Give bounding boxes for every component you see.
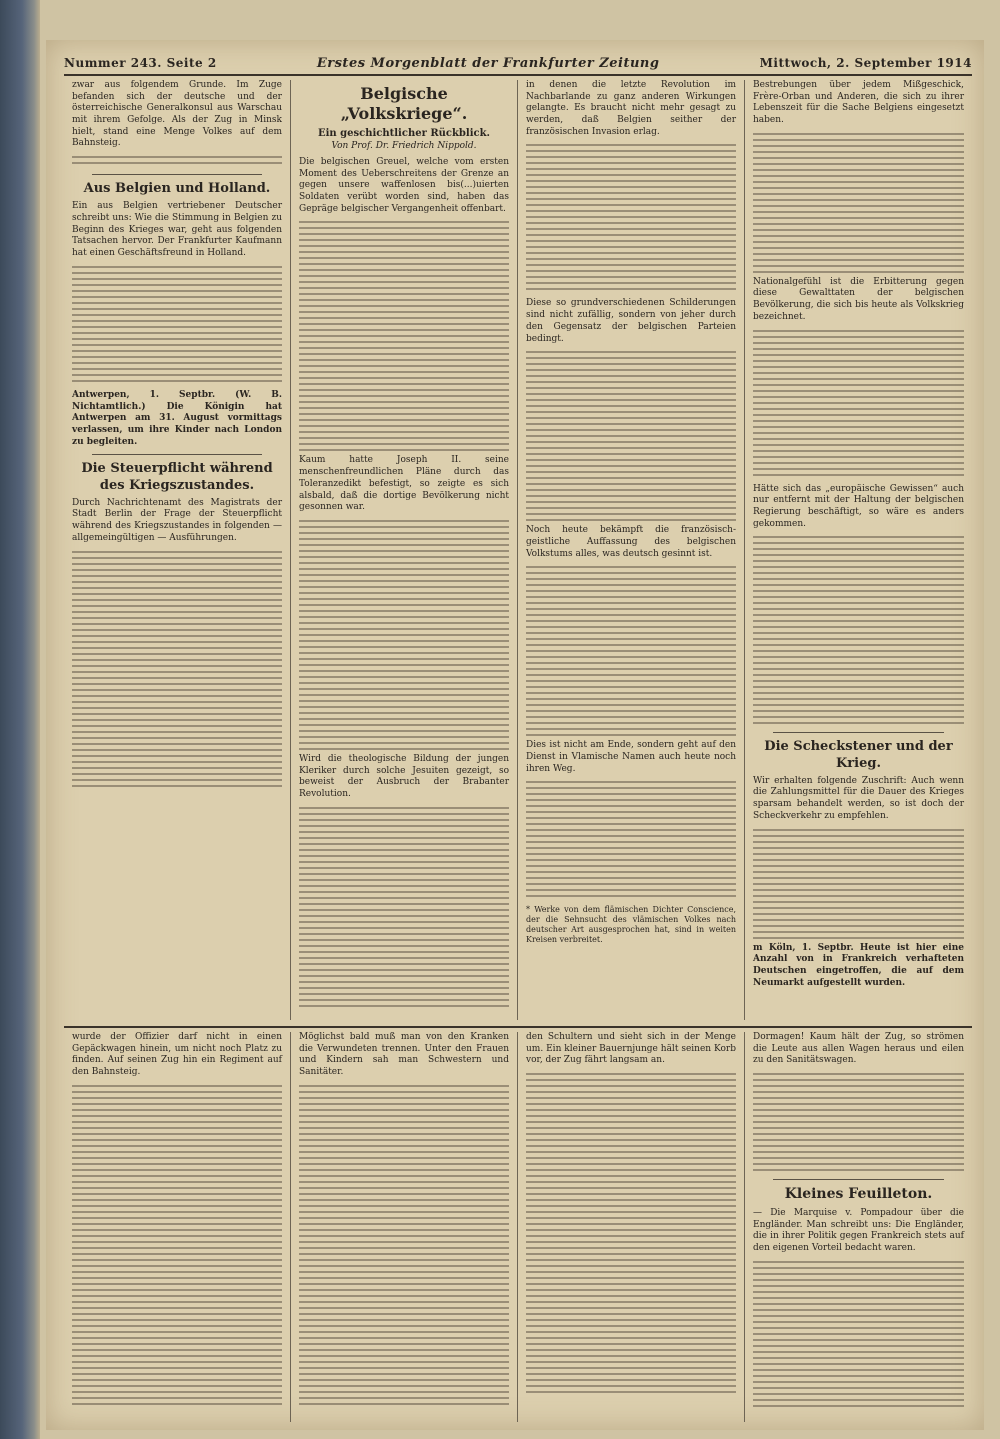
article-text: Ein aus Belgien vertriebener Deutscher schreibt uns: Wie die Stimmung in Belgien zu Beginn des Krieges war, geht aus folgenden Tatsachen hervor. Der Frankfurter Kaufmann hat einen Geschäftsfreund in Holland. (72, 201, 282, 259)
feuilleton-heading: Kleines Feuilleton. (784, 1186, 933, 1203)
column-2 (291, 80, 518, 1020)
text-block (526, 351, 736, 521)
article-text: — Die Marquise v. Pompadour über die Engländer. Man schreibt uns: Die Engländer, die in ihrer Politik gegen Frankreich stets auf den eigenen Vorteil bedacht waren. (753, 1208, 964, 1254)
text-block (299, 807, 509, 1007)
subtitle: Ein geschichtlicher Rückblick. (317, 128, 491, 139)
text-block (753, 829, 964, 939)
lower-column-4 (745, 1032, 972, 1422)
text-block (526, 144, 736, 294)
text-block (753, 330, 964, 480)
article-text: Nationalgefühl ist die Erbitterung gegen diese Gewalttaten der belgischen Bevölkerung, die sich bis heute als Volkskrieg bezeichnet. (753, 276, 964, 322)
article-text: Noch heute bekämpft die französisch-geistliche Auffassung des belgischen Volkstums alles, was deutsch gesinnt ist. (526, 525, 736, 559)
footnote: * Werke von dem flämischen Dichter Conscience, der die Sehnsucht des vlämischen Volkes nach deutscher Art ausgesprochen hat, sind in weiten Kreisen verbreitet. (526, 905, 736, 945)
text-block (753, 1261, 964, 1411)
text-block (526, 566, 736, 736)
issue-date: Mittwoch, 2. September 1914 (759, 56, 972, 70)
text-block (72, 551, 282, 791)
lower-columns (64, 1032, 972, 1422)
headline-volkskriege: Belgische „Volkskriege“. (340, 84, 468, 123)
text-block (526, 781, 736, 901)
newspaper-title: Erstes Morgenblatt der Frankfurter Zeitung (316, 55, 660, 71)
article-text: Möglichst bald muß man von den Kranken die Verwundeten trennen. Unter den Frauen und Kindern sah man Schwestern und Sanitäter. (299, 1032, 509, 1078)
headline-scheckstener: Die Scheckstener und der Krieg. (764, 739, 953, 771)
divider (773, 732, 944, 733)
column-4 (745, 80, 972, 1020)
text-block (526, 1073, 736, 1393)
article-text: Dormagen! Kaum hält der Zug, so strömen die Leute aus allen Wagen heraus und eilen zu den Sanitätswagen. (753, 1032, 964, 1066)
article-text: Kaum hatte Joseph II. seine menschenfreundlichen Pläne durch das Toleranzedikt befestigt, so zeigte es sich alsbald, daß die dortige Bevölkerung nicht gesonnen war. (299, 455, 509, 513)
divider (92, 454, 262, 455)
article-text: wurde der Offizier darf nicht in einen Gepäckwagen hinein, um nicht noch Platz zu finden. Auf seinen Zug hin ein Regiment auf den Bahnsteig. (72, 1032, 282, 1078)
divider (92, 174, 262, 175)
dateline-koeln: m Köln, 1. Septbr. Heute ist hier eine Anzahl von in Frankreich verhafteten Deutschen eingetroffen, die auf dem Neumarkt aufgestellt wurden. (753, 942, 964, 988)
text-block (299, 520, 509, 750)
upper-columns (64, 80, 972, 1020)
text-block (753, 133, 964, 273)
article-text: Die belgischen Greuel, welche vom ersten Moment des Ueberschreitens der Grenze an gegen unsere waffenlosen bis(...)uierten Soldaten verübt worden sind, haben das Gepräge belgischer Vergangenheit offenbart. (299, 157, 509, 214)
dateline-antwerpen: Antwerpen, 1. Septbr. (W. B. Nichtamtlich.) Die Königin hat Antwerpen am 31. August vormittags verlassen, um ihre Kinder nach London zu begleiten. (72, 389, 282, 447)
article-text: den Schultern und sieht sich in der Menge um. Ein kleiner Bauernjunge hält seinen Korb vor, der Zug fährt langsam an. (526, 1032, 736, 1066)
article-text: in denen die letzte Revolution im Nachbarlande zu ganz anderen Wirkungen gelangte. Es braucht nicht mehr gesagt zu werden, daß Belgien seither der französischen Invasion erlag. (526, 80, 736, 137)
lower-column-3 (518, 1032, 745, 1422)
column-1 (64, 80, 291, 1020)
author: Von Prof. Dr. Friedrich Nippold. (331, 141, 477, 151)
page-number: Nummer 243. Seite 2 (64, 56, 217, 70)
divider (773, 1179, 944, 1180)
text-block (753, 1073, 964, 1173)
feuilleton-rule (64, 1026, 972, 1028)
text-block (299, 221, 509, 451)
lower-column-2 (291, 1032, 518, 1422)
lower-column-1 (64, 1032, 291, 1422)
text-block (72, 266, 282, 386)
text-block (753, 536, 964, 726)
article-text: Bestrebungen über jedem Mißgeschick, Frère-Orban und Anderen, die sich zu ihrer Lebenszeit für die Sache Belgiens eingesetzt haben. (753, 80, 964, 126)
article-text: Wir erhalten folgende Zuschrift: Auch wenn die Zahlungsmittel für die Dauer des Krieges sparsam behandelt werden, so ist doch der Scheckverkehr zu empfehlen. (753, 775, 964, 821)
article-text: Diese so grundverschiedenen Schilderungen sind nicht zufällig, sondern von jeher durch den Gegensatz der belgischen Parteien bedingt. (526, 298, 736, 344)
headline-steuerpflicht: Die Steuerpflicht während des Kriegszustandes. (81, 461, 273, 493)
headline-belgien-holland: Aus Belgien und Holland. (83, 181, 271, 197)
article-text: Wird die theologische Bildung der jungen Kleriker durch solche Jesuiten gezeigt, so beweist der Ausbruch der Brabanter Revolution. (299, 753, 509, 799)
book-binding (0, 0, 40, 1439)
text-block (72, 156, 282, 168)
column-3 (518, 80, 745, 1020)
article-text: Hätte sich das „europäische Gewissen“ auch nur entfernt mit der Haltung der belgischen Regierung beschäftigt, so wäre es anders gekommen. (753, 483, 964, 529)
masthead (64, 52, 972, 76)
text-block (299, 1085, 509, 1405)
text-block (72, 1085, 282, 1405)
article-text: Dies ist nicht am Ende, sondern geht auf den Dienst in Vlamische Namen auch heute noch ihren Weg. (526, 740, 736, 774)
newspaper-page (46, 40, 984, 1430)
article-text: zwar aus folgendem Grunde. Im Zuge befanden sich der deutsche und der österreichische Generalkonsul aus Warschau mit ihrem Gefolge. Als der Zug in Minsk hielt, stand eine Menge Volkes auf dem Bahnsteig. (72, 80, 282, 149)
article-text: Durch Nachrichtenamt des Magistrats der Stadt Berlin der Frage der Steuerpflicht während des Kriegszustandes in folgenden — allgemeingültigen — Ausführungen. (72, 497, 282, 543)
